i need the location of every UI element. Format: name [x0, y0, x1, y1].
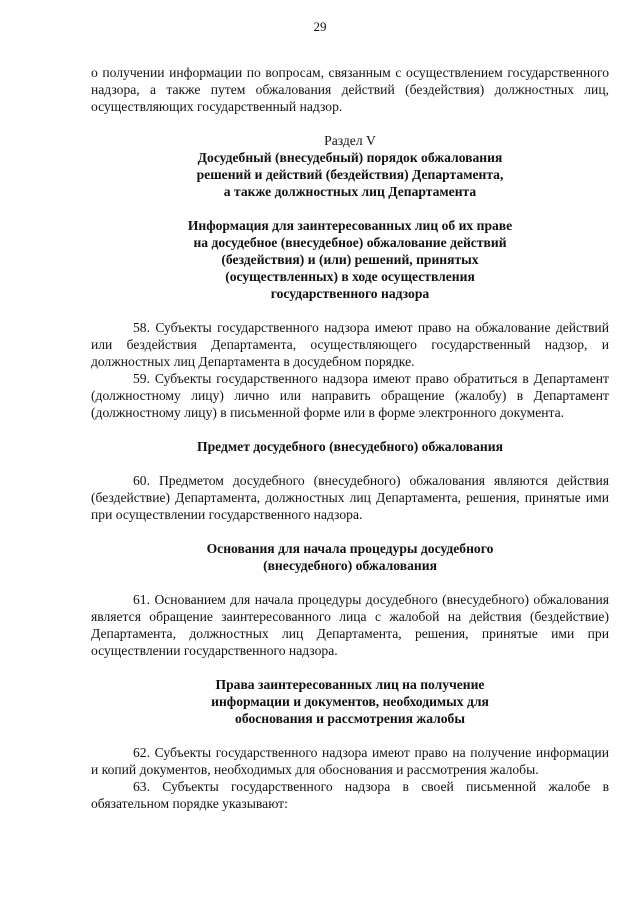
- paragraph-60: 60. Предметом досудебного (внесудебного) обжалования являются действия (бездействие) Департамента, должностных лиц Департамента, решения, принятые ими при осуществлении государственного надзора.: [91, 473, 609, 522]
- intro-paragraph: о получении информации по вопросам, связанным с осуществлением государственного надзора, а также путем обжалования действий (бездействия) должностных лиц, осуществляющих государственный надзор.: [91, 65, 609, 114]
- section-title-line: Досудебный (внесудебный) порядок обжалования: [197, 150, 503, 165]
- subsection-title: [91, 540, 609, 574]
- subsection-title: [91, 217, 609, 302]
- paragraph-61: 61. Основанием для начала процедуры досудебного (внесудебного) обжалования является обращение заинтересованного лица с жалобой на действия (бездействие) Департамента, должностных лиц Департамента, решения, принятые ими при осуществлении государственного надзора.: [91, 592, 609, 658]
- subsection-title-line: (осуществленных) в ходе осуществления: [225, 269, 475, 284]
- subsection-title: [91, 676, 609, 727]
- subsection-title-line: информации и документов, необходимых для: [211, 694, 489, 709]
- section-title-line: решений и действий (бездействия) Департамента,: [196, 167, 504, 182]
- subsection-title-line: (бездействия) и (или) решений, принятых: [221, 252, 479, 267]
- section-title-line: а также должностных лиц Департамента: [223, 184, 477, 199]
- subsection-title-line: государственного надзора: [270, 286, 430, 301]
- page-number: 29: [313, 19, 327, 34]
- paragraph-59: 59. Субъекты государственного надзора имеют право обратиться в Департамент (должностному лицу) лично или направить обращение (жалобу) в Департамент (должностному лицу) в письменной форме или в форме электронного документа.: [91, 371, 609, 420]
- document-body: [91, 64, 609, 812]
- subsection-title-line: на досудебное (внесудебное) обжалование действий: [193, 235, 507, 250]
- paragraph-63: 63. Субъекты государственного надзора в своей письменной жалобе в обязательном порядке указывают:: [91, 779, 609, 811]
- subsection-title-line: Предмет досудебного (внесудебного) обжалования: [197, 439, 503, 454]
- section-header: [91, 132, 609, 200]
- subsection-title: [91, 438, 609, 455]
- section-label: Раздел V: [324, 133, 376, 148]
- subsection-title-line: обоснования и рассмотрения жалобы: [235, 711, 465, 726]
- subsection-title-line: Информация для заинтересованных лиц об их праве: [187, 218, 513, 233]
- subsection-title-line: Права заинтересованных лиц на получение: [215, 677, 485, 692]
- paragraph-58: 58. Субъекты государственного надзора имеют право на обжалование действий или бездействия Департамента, осуществляющего государственный надзор, и должностных лиц Департамента в досудебном порядке.: [91, 320, 609, 369]
- paragraph-62: 62. Субъекты государственного надзора имеют право на получение информации и копий документов, необходимых для обоснования и рассмотрения жалобы.: [91, 745, 609, 777]
- subsection-title-line: Основания для начала процедуры досудебного: [206, 541, 494, 556]
- subsection-title-line: (внесудебного) обжалования: [263, 558, 437, 573]
